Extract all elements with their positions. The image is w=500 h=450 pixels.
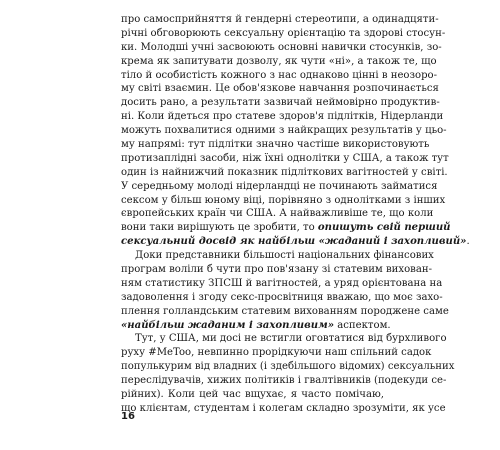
text-line bbox=[121, 332, 447, 346]
text-line bbox=[121, 82, 439, 96]
line-text: му напрямі: тут підлітки значно частіше використовують bbox=[121, 139, 430, 151]
line-text: . bbox=[466, 236, 470, 248]
text-line bbox=[121, 374, 447, 388]
text-line bbox=[121, 263, 433, 277]
text-line bbox=[121, 138, 430, 152]
text-line bbox=[121, 41, 442, 55]
text-line bbox=[121, 360, 455, 374]
text-line bbox=[121, 124, 447, 138]
line-text: сексом у більш юному віці, порівняно з однолітками з інших bbox=[121, 194, 446, 206]
text-line bbox=[121, 221, 451, 235]
text-line bbox=[121, 110, 444, 124]
line-text: досить рано, а результати зазвичай неймовірно продуктив- bbox=[121, 97, 440, 109]
emphasis-text: «найбільш жаданим і захопливим» bbox=[121, 319, 335, 331]
text-line bbox=[121, 249, 434, 263]
page-number: 16 bbox=[121, 411, 135, 422]
text-line bbox=[121, 305, 449, 319]
line-text: програм воліли б чути про пов'язану зі статевим вихован- bbox=[121, 264, 433, 276]
line-text: му світі взаємин. Це обов'язкове навчання розпочинається bbox=[121, 83, 439, 95]
line-text: крема як запитувати дозволу, як чути «ні», а також те, що bbox=[121, 55, 437, 67]
text-line bbox=[121, 346, 432, 360]
text-line bbox=[121, 388, 384, 402]
line-text: про самосприйняття й гендерні стереотипи, а одинадцяти- bbox=[121, 14, 439, 25]
line-text: популькурим від владних (і здебільшого відомих) сексуальних bbox=[121, 361, 455, 373]
line-text: Доки представники більшості національних фінансових bbox=[135, 250, 434, 262]
paragraph bbox=[121, 249, 449, 332]
paragraph bbox=[121, 332, 455, 415]
line-text: що клієнтам, студентам і колегам складно зрозуміти, як усе bbox=[121, 402, 446, 414]
line-text: Тут, у США, ми досі не встигли оговтатися від бурхливого bbox=[135, 333, 447, 345]
text-line bbox=[121, 277, 443, 291]
text-line bbox=[121, 180, 438, 194]
text-line bbox=[121, 319, 391, 333]
line-text: європейських країн чи США. А найважливіше те, що коли bbox=[121, 208, 434, 220]
line-text: руху #MeToo, невпинно прорідкуючи наш спільний садок bbox=[121, 347, 432, 359]
line-text: плення голландським статевим вихованням породжене саме bbox=[121, 305, 449, 317]
text-line bbox=[121, 96, 440, 110]
line-text: тіло й особистість кожного з нас однаково цінні в неозоро- bbox=[121, 69, 438, 81]
line-text: можуть похвалитися одними з найкращих результатів у цьо- bbox=[121, 125, 447, 137]
emphasis-text: опишуть свій перший bbox=[317, 222, 451, 234]
text-line bbox=[121, 402, 446, 416]
text-line bbox=[121, 166, 448, 180]
line-text: річні обговорюють сексуальну орієнтацію та здорові стосун- bbox=[121, 27, 446, 39]
text-line bbox=[121, 291, 443, 305]
text-line bbox=[121, 69, 438, 83]
text-line bbox=[121, 55, 437, 69]
emphasis-text: сексуальний досвід як найбільш «жаданий і захопливий» bbox=[121, 236, 467, 248]
line-text: задоволення і згоду секс-просвітниця вважаю, що моє захо- bbox=[121, 291, 443, 303]
text-line bbox=[121, 27, 446, 41]
paragraph bbox=[121, 13, 470, 249]
body-text bbox=[121, 13, 470, 416]
line-text: вони таки вирішують це зробити, то bbox=[121, 222, 318, 234]
line-text: ні. Коли йдеться про статеве здоров'я підлітків, Нідерланди bbox=[121, 111, 444, 123]
line-text: ням статистику ЗПСШ й вагітностей, а уряд орієнтована на bbox=[121, 277, 443, 289]
line-text: переслідувачів, хижих політиків і гвалтівників (подекуди се- bbox=[121, 375, 447, 387]
line-text: рійних). Коли цей час вщухає, я часто помічаю, bbox=[121, 389, 384, 401]
line-text: один із найнижчий показник підліткових вагітностей у світі. bbox=[121, 166, 448, 178]
line-text: ки. Молодші учні засвоюють основні навички стосунків, зо- bbox=[121, 41, 442, 53]
text-line bbox=[121, 207, 434, 221]
text-line bbox=[121, 152, 449, 166]
text-line bbox=[121, 235, 470, 249]
line-text: У середньому молоді нідерландці не починають займатися bbox=[121, 180, 438, 192]
text-line bbox=[121, 13, 439, 27]
line-text: аспектом. bbox=[334, 319, 391, 331]
line-text: протизаплідні засоби, ніж їхні однолітки у США, а також тут bbox=[121, 152, 449, 164]
text-line bbox=[121, 194, 446, 208]
